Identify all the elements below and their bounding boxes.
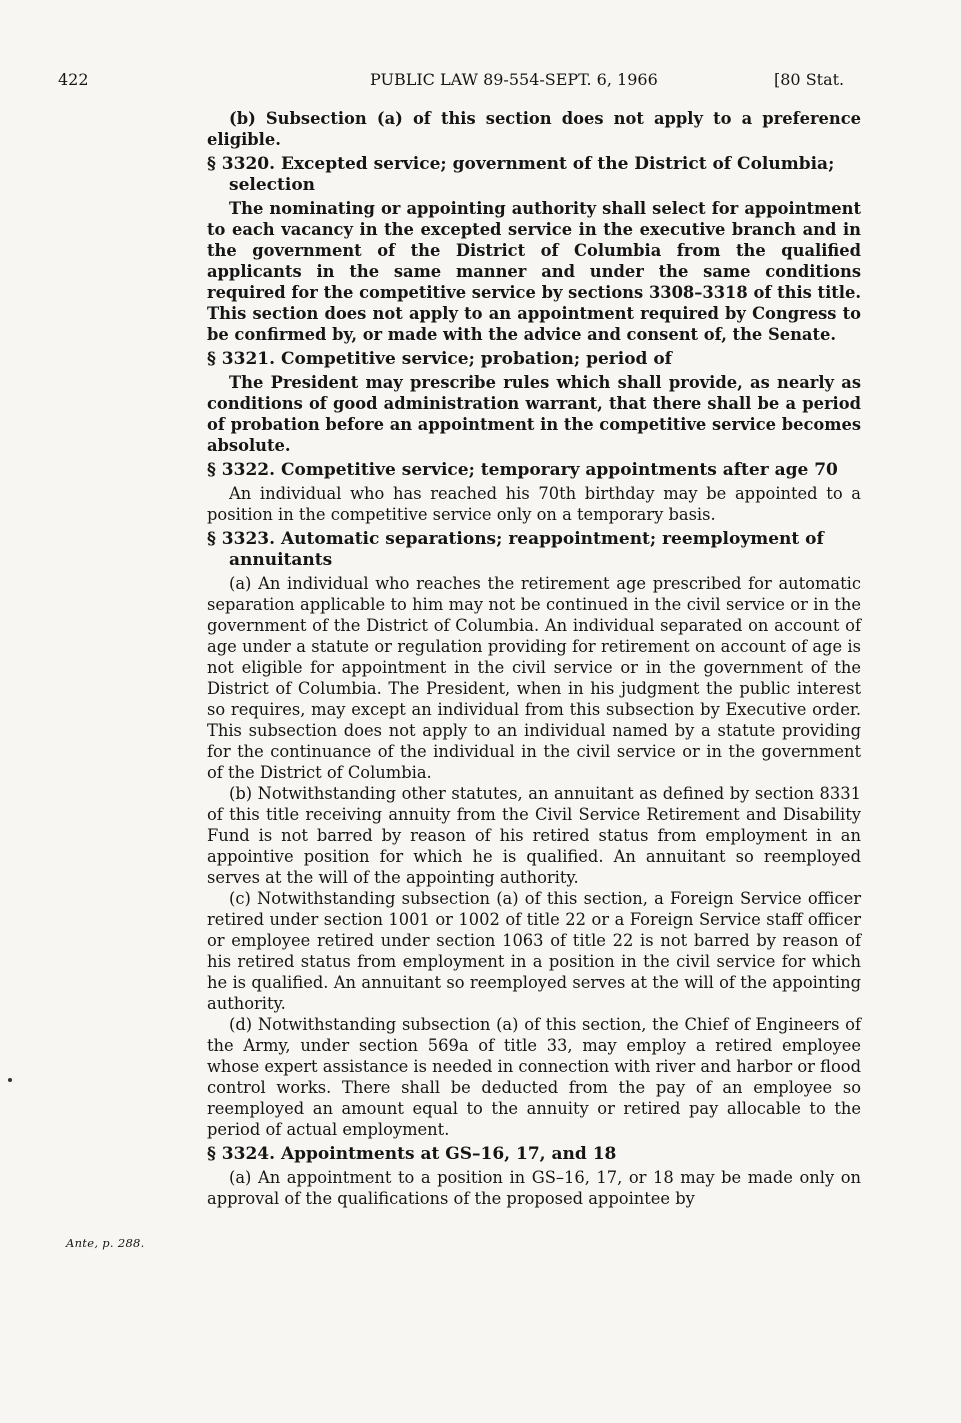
section-3323-c: (c) Notwithstanding subsection (a) of this section, a Foreign Service officer retired under section 1001 or 1002 of title 22 or a Foreign Service staff officer or employee retired under section 1063 of title 22 is not barred by reason of his retired status from employment in a position in the civil service for which he is qualified. An annuitant so reemployed serves at the will of the appointing authority.: [207, 889, 861, 1013]
running-header: [0, 70, 961, 92]
section-3322-text: An individual who has reached his 70th birthday may be appointed to a position in the competitive service only on a temporary basis.: [207, 484, 861, 524]
page-number: 422: [58, 70, 89, 89]
subsection-b: (b) Subsection (a) of this section does not apply to a preference eligible.: [207, 109, 861, 149]
section-3324-a: (a) An appointment to a position in GS–16, 17, or 18 may be made only on approval of the qualifications of the proposed appointee by: [207, 1168, 861, 1208]
section-3321-text: The President may prescribe rules which shall provide, as nearly as conditions of good administration warrant, that there shall be a period of probation before an appointment in the competitive service becomes absolute.: [207, 373, 861, 455]
section-3323-heading: § 3323. Automatic separations; reappointment; reemployment of annuitants: [207, 529, 824, 570]
section-3323-b: (b) Notwithstanding other statutes, an annuitant as defined by section 8331 of this title receiving annuity from the Civil Service Retirement and Disability Fund is not barred by reason of his retired status from employment in an appointive position for which he is qualified. An annuitant so reemployed serves at the will of the appointing authority.: [207, 784, 861, 887]
margin-mark: [8, 1078, 12, 1082]
section-3320-text: The nominating or appointing authority shall select for appointment to each vacancy in the excepted service in the executive branch and in the government of the District of Columbia from the qualified applicants in the same manner and under the same conditions required for the competitive service by sections 3308–3318 of this title. This section does not apply to an appointment required by Congress to be confirmed by, or made with the advice and consent of, the Senate.: [207, 199, 861, 344]
margin-note: Ante, p. 288.: [66, 1236, 145, 1250]
section-3324-heading: § 3324. Appointments at GS–16, 17, and 18: [207, 1144, 617, 1164]
section-3323-d: (d) Notwithstanding subsection (a) of this section, the Chief of Engineers of the Army, under section 569a of title 33, may employ a retired employee whose expert assistance is needed in connection with river and harbor or flood control works. There shall be deducted from the pay of an employee so reemployed an amount equal to the annuity or retired pay allocable to the period of actual employment.: [207, 1015, 862, 1139]
section-3320-heading: § 3320. Excepted service; government of the District of Columbia; selection: [207, 154, 835, 195]
text-column: [207, 108, 861, 1209]
section-3322-heading: § 3322. Competitive service; temporary appointments after age 70: [207, 460, 838, 480]
section-3321-heading: § 3321. Competitive service; probation; period of: [207, 349, 672, 369]
section-3323-a: (a) An individual who reaches the retirement age prescribed for automatic separation applicable to him may not be continued in the civil service or in the government of the District of Columbia. An individual separated on account of age under a statute or regulation providing for retirement on account of age is not eligible for appointment in the civil service or in the government of the District of Columbia. The President, when in his judgment the public interest so requires, may except an individual from this subsection by Executive order. This subsection does not apply to an individual named by a statute providing for the continuance of the individual in the civil service or in the government of the District of Columbia.: [207, 574, 861, 782]
statute-reference: [80 Stat.: [774, 70, 845, 89]
header-title: PUBLIC LAW 89-554-SEPT. 6, 1966: [370, 70, 658, 89]
